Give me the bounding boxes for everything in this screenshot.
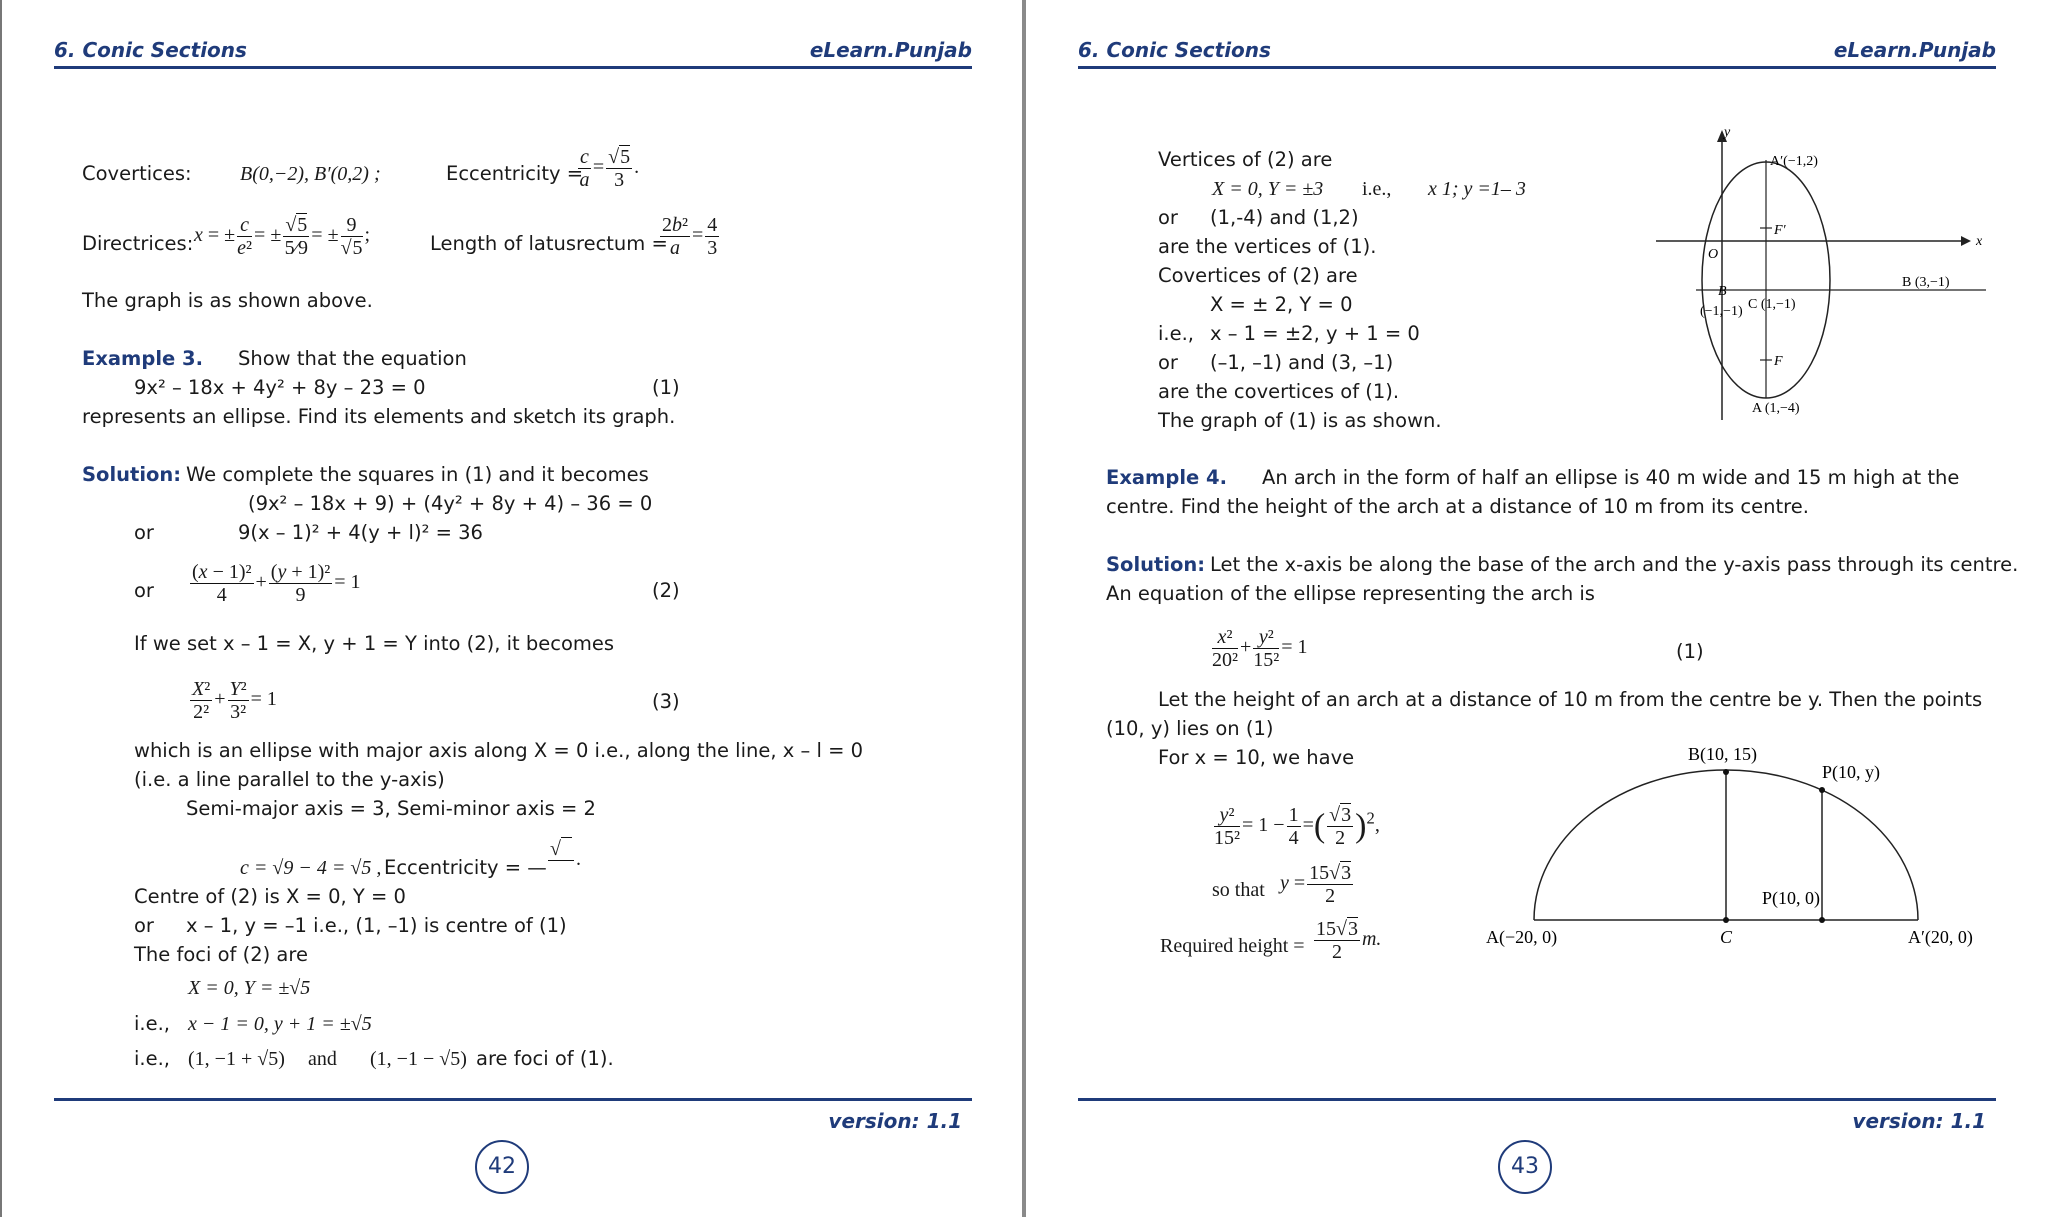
focus-top-label: F′: [1774, 223, 1786, 238]
focus-b: (1, −1 − √5): [370, 1048, 467, 1070]
graph-shown-text: The graph is as shown above.: [82, 289, 373, 312]
centre-c-label: C: [1720, 927, 1733, 947]
example3-text: Show that the equation: [238, 347, 467, 370]
semi-axes-text: Semi-major axis = 3, Semi-minor axis = 2: [186, 797, 596, 820]
example4-label: Example 4.: [1106, 466, 1228, 489]
vertices-label: Vertices of (2) are: [1158, 148, 1333, 171]
covertices-label: Covertices:: [82, 162, 192, 185]
covertices-points: (–1, –1) and (3, –1): [1210, 351, 1394, 374]
equation-1-tag: (1): [652, 376, 680, 399]
major-axis-text: which is an ellipse with major axis along X = 0 i.e., along the line, x – l = 0: [134, 739, 864, 762]
page-footer: [1078, 1098, 1996, 1133]
vertex-a-prime-label: A′(20, 0): [1908, 927, 1973, 947]
c-value-math: c = √9 − 4 = √5 ,: [240, 857, 382, 879]
point-p-label: P(10, y): [1822, 762, 1880, 782]
ie-label: i.e.,: [134, 1047, 171, 1070]
or-label: or: [1158, 351, 1178, 374]
arch-equation-tag: (1): [1676, 640, 1704, 663]
point-b-label: B(10, 15): [1688, 744, 1757, 764]
covertices-math: B(0,−2), B′(0,2) ;: [240, 163, 381, 185]
eccentricity-text: Eccentricity = —: [384, 856, 547, 879]
completed-squares-eq: (9x² – 18x + 9) + (4y² + 8y + 4) – 36 = 0: [248, 492, 653, 515]
brand-title: eLearn.Punjab: [1833, 38, 1996, 62]
vertex-top-label: A′(−1,2): [1770, 154, 1818, 169]
ie-label: i.e.,: [1158, 322, 1195, 345]
example4-line-1: An arch in the form of half an ellipse is 40 m wide and 15 m high at the: [1262, 466, 1960, 489]
latus-label: Length of latusrectum =: [430, 232, 668, 255]
focus-a: (1, −1 + √5): [188, 1048, 285, 1070]
equation-2-tag: (2): [652, 579, 680, 602]
point-b: [1723, 769, 1729, 775]
and-word: and: [308, 1048, 337, 1070]
equation-1: 9x² – 18x + 4y² + 8y – 23 = 0: [134, 376, 426, 399]
covertex-right-label: B (3,−1): [1902, 275, 1950, 290]
graph-of-text: The graph of (1) is as shown.: [1158, 409, 1442, 432]
solution-line-1: Let the x-axis be along the base of the arch and the y-axis pass through its centre.: [1210, 553, 2019, 576]
example3-label: Example 3.: [82, 347, 204, 370]
point-c: [1723, 917, 1729, 923]
vertex-a-label: A(−20, 0): [1486, 927, 1558, 947]
x-axis-label: x: [1976, 234, 1983, 249]
latus-math: $\frac{\text{2b²}}{a}$ = $\frac{4}{3}$: [662, 214, 718, 259]
ie-label: i.e.,: [134, 1012, 171, 1035]
solution-label: Solution:: [1106, 553, 1206, 576]
covertex-left-label: B: [1718, 284, 1727, 299]
expanded-eq: 9(x – 1)² + 4(y + l)² = 36: [238, 521, 483, 544]
vertices-math: X = 0, Y = ±3: [1212, 178, 1324, 200]
equation-2: $\frac{\text{(x − 1)²}}{4}$ + $\frac{\text{(y + 1)²}}{9}$ = 1: [192, 561, 361, 606]
version-label: version: 1.1: [1852, 1109, 1986, 1133]
y-axis-label: y: [1724, 125, 1731, 140]
focus-bottom-label: F: [1774, 354, 1783, 369]
equation-3-tag: (3): [652, 690, 680, 713]
height-line-2: (10, y) lies on (1): [1106, 717, 1274, 740]
covertices-label: Covertices of (2) are: [1158, 264, 1358, 287]
directrices-math: x = ± $\frac{c}{\text{e²}}$ = ± $\frac{√5}{5⁄9}$ = ± $\frac{9}{√5}$ ;: [194, 214, 371, 259]
or-label: or: [134, 579, 154, 602]
foci-math: X = 0, Y = ±√5: [188, 977, 311, 999]
brand-title: eLearn.Punjab: [809, 38, 972, 62]
covertex-left-coords: (−1,−1): [1700, 304, 1743, 319]
solution-text: We complete the squares in (1) and it becomes: [186, 463, 649, 486]
covertices-conclusion: are the covertices of (1).: [1158, 380, 1400, 403]
so-that-label: so that: [1212, 879, 1265, 901]
garbled-math: x 1; y =1– 3: [1428, 178, 1526, 200]
centre-text-2: x – 1, y = –1 i.e., (1, –1) is centre of (1): [186, 914, 567, 937]
solution-label: Solution:: [82, 463, 182, 486]
centre-text: Centre of (2) is X = 0, Y = 0: [134, 885, 406, 908]
for-x-text: For x = 10, we have: [1158, 746, 1355, 769]
page-number: 43: [1498, 1140, 1552, 1194]
origin-label: O: [1708, 247, 1719, 262]
version-label: version: 1.1: [828, 1109, 962, 1133]
required-height-math: $\frac{15√3}{2}$ m.: [1316, 918, 1382, 963]
foci-end-text: are foci of (1).: [476, 1047, 614, 1070]
or-label: or: [1158, 206, 1178, 229]
substitution-math: $\frac{\text{y²}}{\text{15²}}$ = 1 − $\frac{1}{4}$ =( $\frac{√3}{2}$ )$^2$,: [1214, 804, 1380, 849]
page-footer: [54, 1098, 972, 1133]
covertices-math: X = ± 2, Y = 0: [1210, 293, 1353, 316]
vertex-bottom-label: A (1,−4): [1752, 401, 1800, 416]
equation-3: $\frac{\text{X²}}{\text{2²}}$ + $\frac{\text{Y²}}{\text{3²}}$ = 1: [192, 678, 277, 723]
x-axis-arrow: [1961, 236, 1971, 246]
or-label: or: [134, 914, 154, 937]
page-header: [54, 34, 972, 69]
arch-equation: $\frac{\text{x²}}{\text{20²}}$ + $\frac{\text{y²}}{\text{15²}}$ = 1: [1212, 626, 1308, 671]
vertices-conclusion: are the vertices of (1).: [1158, 235, 1377, 258]
centre-label: C (1,−1): [1748, 297, 1796, 312]
foci-math-2: x − 1 = 0, y + 1 = ±√5: [188, 1013, 372, 1035]
directrices-label: Directrices:: [82, 232, 194, 255]
page-header: [1078, 34, 1996, 69]
ie-label: i.e.,: [1362, 178, 1392, 200]
eccentricity-blank-fraction: √ .: [550, 838, 581, 871]
chapter-title: 6. Conic Sections: [54, 38, 247, 62]
or-label: or: [134, 521, 154, 544]
covertices-ie: x – 1 = ±2, y + 1 = 0: [1210, 322, 1420, 345]
arch-figure: [1486, 740, 2006, 960]
height-line-1: Let the height of an arch at a distance of 10 m from the centre be y. Then the points: [1158, 688, 1983, 711]
eccentricity-label: Eccentricity =: [446, 162, 584, 185]
parallel-text: (i.e. a line parallel to the y-axis): [134, 768, 445, 791]
point-p: [1819, 787, 1825, 793]
vertices-points: (1,-4) and (1,2): [1210, 206, 1359, 229]
eccentricity-fraction: $\frac{c}{a}$ = $\frac{√5}{3}$ .: [579, 146, 640, 191]
page-right: [1026, 0, 2048, 1217]
point-p-base-label: P(10, 0): [1762, 888, 1820, 908]
foci-label: The foci of (2) are: [134, 943, 308, 966]
chapter-title: 6. Conic Sections: [1078, 38, 1271, 62]
solution-line-2: An equation of the ellipse representing the arch is: [1106, 582, 1595, 605]
substitution-text: If we set x – 1 = X, y + 1 = Y into (2), it becomes: [134, 632, 615, 655]
example4-line-2: centre. Find the height of the arch at a distance of 10 m from its centre.: [1106, 495, 1809, 518]
represents-text: represents an ellipse. Find its elements and sketch its graph.: [82, 405, 676, 428]
ellipse-figure: [1656, 120, 1996, 430]
y-value-math: y = $\frac{15√3}{2}$: [1280, 862, 1352, 907]
required-height-label: Required height =: [1160, 935, 1305, 957]
page-number: 42: [475, 1140, 529, 1194]
point-p-base: [1819, 917, 1825, 923]
